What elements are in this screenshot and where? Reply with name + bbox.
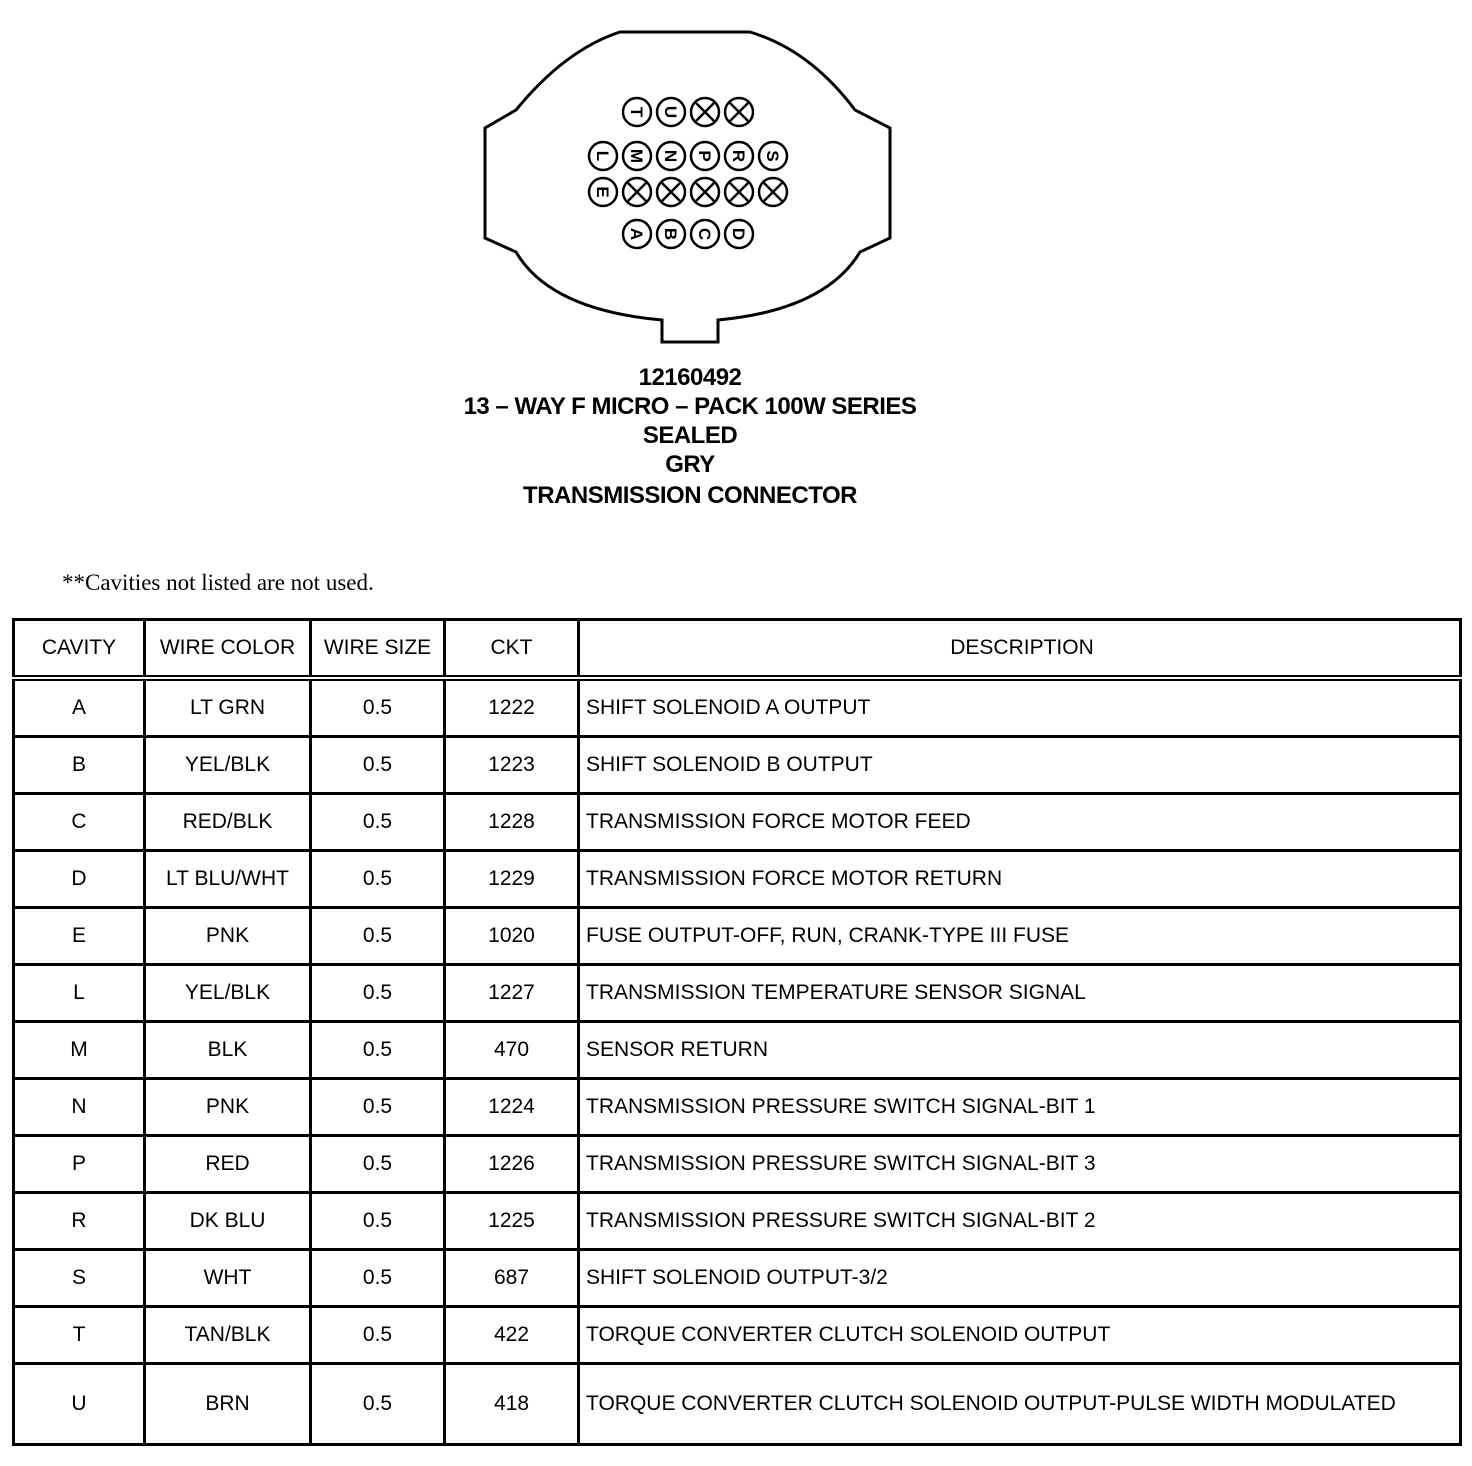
pin-t	[623, 98, 651, 126]
cell-cavity: S	[14, 1250, 145, 1307]
pin-unused	[623, 178, 651, 206]
pin-label: A	[627, 227, 646, 241]
pin-layout	[589, 98, 787, 248]
cell-wire-color: RED/BLK	[145, 794, 311, 851]
table-row	[14, 737, 1461, 794]
connector-name: TRANSMISSION CONNECTOR	[523, 482, 857, 509]
cell-wire-color: BLK	[145, 1022, 311, 1079]
cell-description: TORQUE CONVERTER CLUTCH SOLENOID OUTPUT-PULSE WIDTH MODULATED	[579, 1364, 1461, 1445]
cell-wire-color: PNK	[145, 908, 311, 965]
cell-cavity: T	[14, 1307, 145, 1364]
pin-label: R	[729, 149, 748, 163]
pin-label: S	[763, 150, 782, 162]
cell-cavity: U	[14, 1364, 145, 1445]
pin-label: C	[695, 227, 714, 241]
pin-unused	[691, 178, 719, 206]
cell-ckt: 1227	[445, 965, 579, 1022]
table-row	[14, 794, 1461, 851]
cell-wire-size: 0.5	[311, 1022, 445, 1079]
connector-outline	[485, 32, 890, 342]
cell-wire-size: 0.5	[311, 1364, 445, 1445]
cell-cavity: N	[14, 1079, 145, 1136]
cell-description: TRANSMISSION TEMPERATURE SENSOR SIGNAL	[579, 965, 1461, 1022]
pin-e	[589, 178, 617, 206]
cell-ckt: 1228	[445, 794, 579, 851]
cell-description: TRANSMISSION FORCE MOTOR RETURN	[579, 851, 1461, 908]
cell-wire-size: 0.5	[311, 737, 445, 794]
cell-ckt: 1225	[445, 1193, 579, 1250]
cell-cavity: B	[14, 737, 145, 794]
cavity-table	[12, 618, 1462, 1446]
cell-wire-size: 0.5	[311, 908, 445, 965]
cell-description: SHIFT SOLENOID A OUTPUT	[579, 678, 1461, 737]
pin-label: L	[593, 150, 612, 162]
connector-color: GRY	[665, 451, 715, 478]
cell-description: TORQUE CONVERTER CLUTCH SOLENOID OUTPUT	[579, 1307, 1461, 1364]
connector-diagram	[470, 20, 910, 350]
cell-wire-color: RED	[145, 1136, 311, 1193]
cell-wire-size: 0.5	[311, 1079, 445, 1136]
pin-label: P	[695, 150, 714, 162]
table-row	[14, 1136, 1461, 1193]
cell-ckt: 470	[445, 1022, 579, 1079]
cell-wire-size: 0.5	[311, 1307, 445, 1364]
cell-wire-color: WHT	[145, 1250, 311, 1307]
cell-ckt: 1020	[445, 908, 579, 965]
cell-wire-color: DK BLU	[145, 1193, 311, 1250]
table-row	[14, 1364, 1461, 1445]
cell-cavity: M	[14, 1022, 145, 1079]
pin-c	[691, 220, 719, 248]
table-row	[14, 678, 1461, 737]
pin-label: T	[627, 106, 646, 118]
cell-cavity: A	[14, 678, 145, 737]
cell-description: SHIFT SOLENOID OUTPUT-3/2	[579, 1250, 1461, 1307]
table-header-row	[14, 620, 1461, 679]
cell-description: FUSE OUTPUT-OFF, RUN, CRANK-TYPE III FUSE	[579, 908, 1461, 965]
unused-cavities-note: **Cavities not listed are not used.	[62, 570, 374, 595]
cell-wire-color: YEL/BLK	[145, 737, 311, 794]
table-row	[14, 1193, 1461, 1250]
table-row	[14, 1250, 1461, 1307]
cell-cavity: C	[14, 794, 145, 851]
cell-wire-size: 0.5	[311, 1136, 445, 1193]
header-cavity: CAVITY	[14, 620, 145, 679]
cell-description: SHIFT SOLENOID B OUTPUT	[579, 737, 1461, 794]
cell-wire-color: YEL/BLK	[145, 965, 311, 1022]
pin-unused	[759, 178, 787, 206]
pin-unused	[657, 178, 685, 206]
cell-ckt: 687	[445, 1250, 579, 1307]
pin-unused	[725, 178, 753, 206]
pin-a	[623, 220, 651, 248]
header-wire-color: WIRE COLOR	[145, 620, 311, 679]
pin-label: U	[661, 105, 680, 119]
cell-ckt: 1226	[445, 1136, 579, 1193]
cell-cavity: L	[14, 965, 145, 1022]
cell-ckt: 1222	[445, 678, 579, 737]
cell-wire-size: 0.5	[311, 678, 445, 737]
cell-description: TRANSMISSION PRESSURE SWITCH SIGNAL-BIT 2	[579, 1193, 1461, 1250]
cell-wire-size: 0.5	[311, 965, 445, 1022]
cell-description: SENSOR RETURN	[579, 1022, 1461, 1079]
pin-label: N	[661, 149, 680, 163]
cell-description: TRANSMISSION PRESSURE SWITCH SIGNAL-BIT 3	[579, 1136, 1461, 1193]
cell-wire-size: 0.5	[311, 1250, 445, 1307]
pin-s	[759, 142, 787, 170]
cell-wire-size: 0.5	[311, 851, 445, 908]
cell-wire-color: LT BLU/WHT	[145, 851, 311, 908]
cell-ckt: 422	[445, 1307, 579, 1364]
connector-series: 13 – WAY F MICRO – PACK 100W SERIES	[463, 393, 917, 420]
cell-wire-size: 0.5	[311, 1193, 445, 1250]
pin-b	[657, 220, 685, 248]
connector-sealed: SEALED	[642, 422, 738, 449]
cell-description: TRANSMISSION FORCE MOTOR FEED	[579, 794, 1461, 851]
table-row	[14, 965, 1461, 1022]
cell-cavity: E	[14, 908, 145, 965]
pin-unused	[725, 98, 753, 126]
cell-ckt: 1229	[445, 851, 579, 908]
table-row	[14, 851, 1461, 908]
header-wire-size: WIRE SIZE	[311, 620, 445, 679]
cell-wire-color: PNK	[145, 1079, 311, 1136]
cell-wire-color: TAN/BLK	[145, 1307, 311, 1364]
pin-r	[725, 142, 753, 170]
pin-label: B	[661, 227, 680, 241]
pin-n	[657, 142, 685, 170]
pin-label: D	[729, 227, 748, 241]
table-row	[14, 908, 1461, 965]
table-row	[14, 1022, 1461, 1079]
header-description: DESCRIPTION	[579, 620, 1461, 679]
cell-cavity: P	[14, 1136, 145, 1193]
cell-ckt: 1224	[445, 1079, 579, 1136]
table-row	[14, 1079, 1461, 1136]
cell-wire-color: LT GRN	[145, 678, 311, 737]
cell-description: TRANSMISSION PRESSURE SWITCH SIGNAL-BIT 1	[579, 1079, 1461, 1136]
pin-u	[657, 98, 685, 126]
cell-ckt: 418	[445, 1364, 579, 1445]
table-row	[14, 1307, 1461, 1364]
cell-wire-color: BRN	[145, 1364, 311, 1445]
header-ckt: CKT	[445, 620, 579, 679]
pin-label: M	[627, 148, 646, 164]
pin-l	[589, 142, 617, 170]
pin-d	[725, 220, 753, 248]
pin-label: E	[593, 186, 612, 198]
cell-cavity: D	[14, 851, 145, 908]
pin-m	[623, 142, 651, 170]
pin-unused	[691, 98, 719, 126]
cell-ckt: 1223	[445, 737, 579, 794]
cell-cavity: R	[14, 1193, 145, 1250]
part-number: 12160492	[638, 364, 742, 391]
cell-wire-size: 0.5	[311, 794, 445, 851]
pin-p	[691, 142, 719, 170]
